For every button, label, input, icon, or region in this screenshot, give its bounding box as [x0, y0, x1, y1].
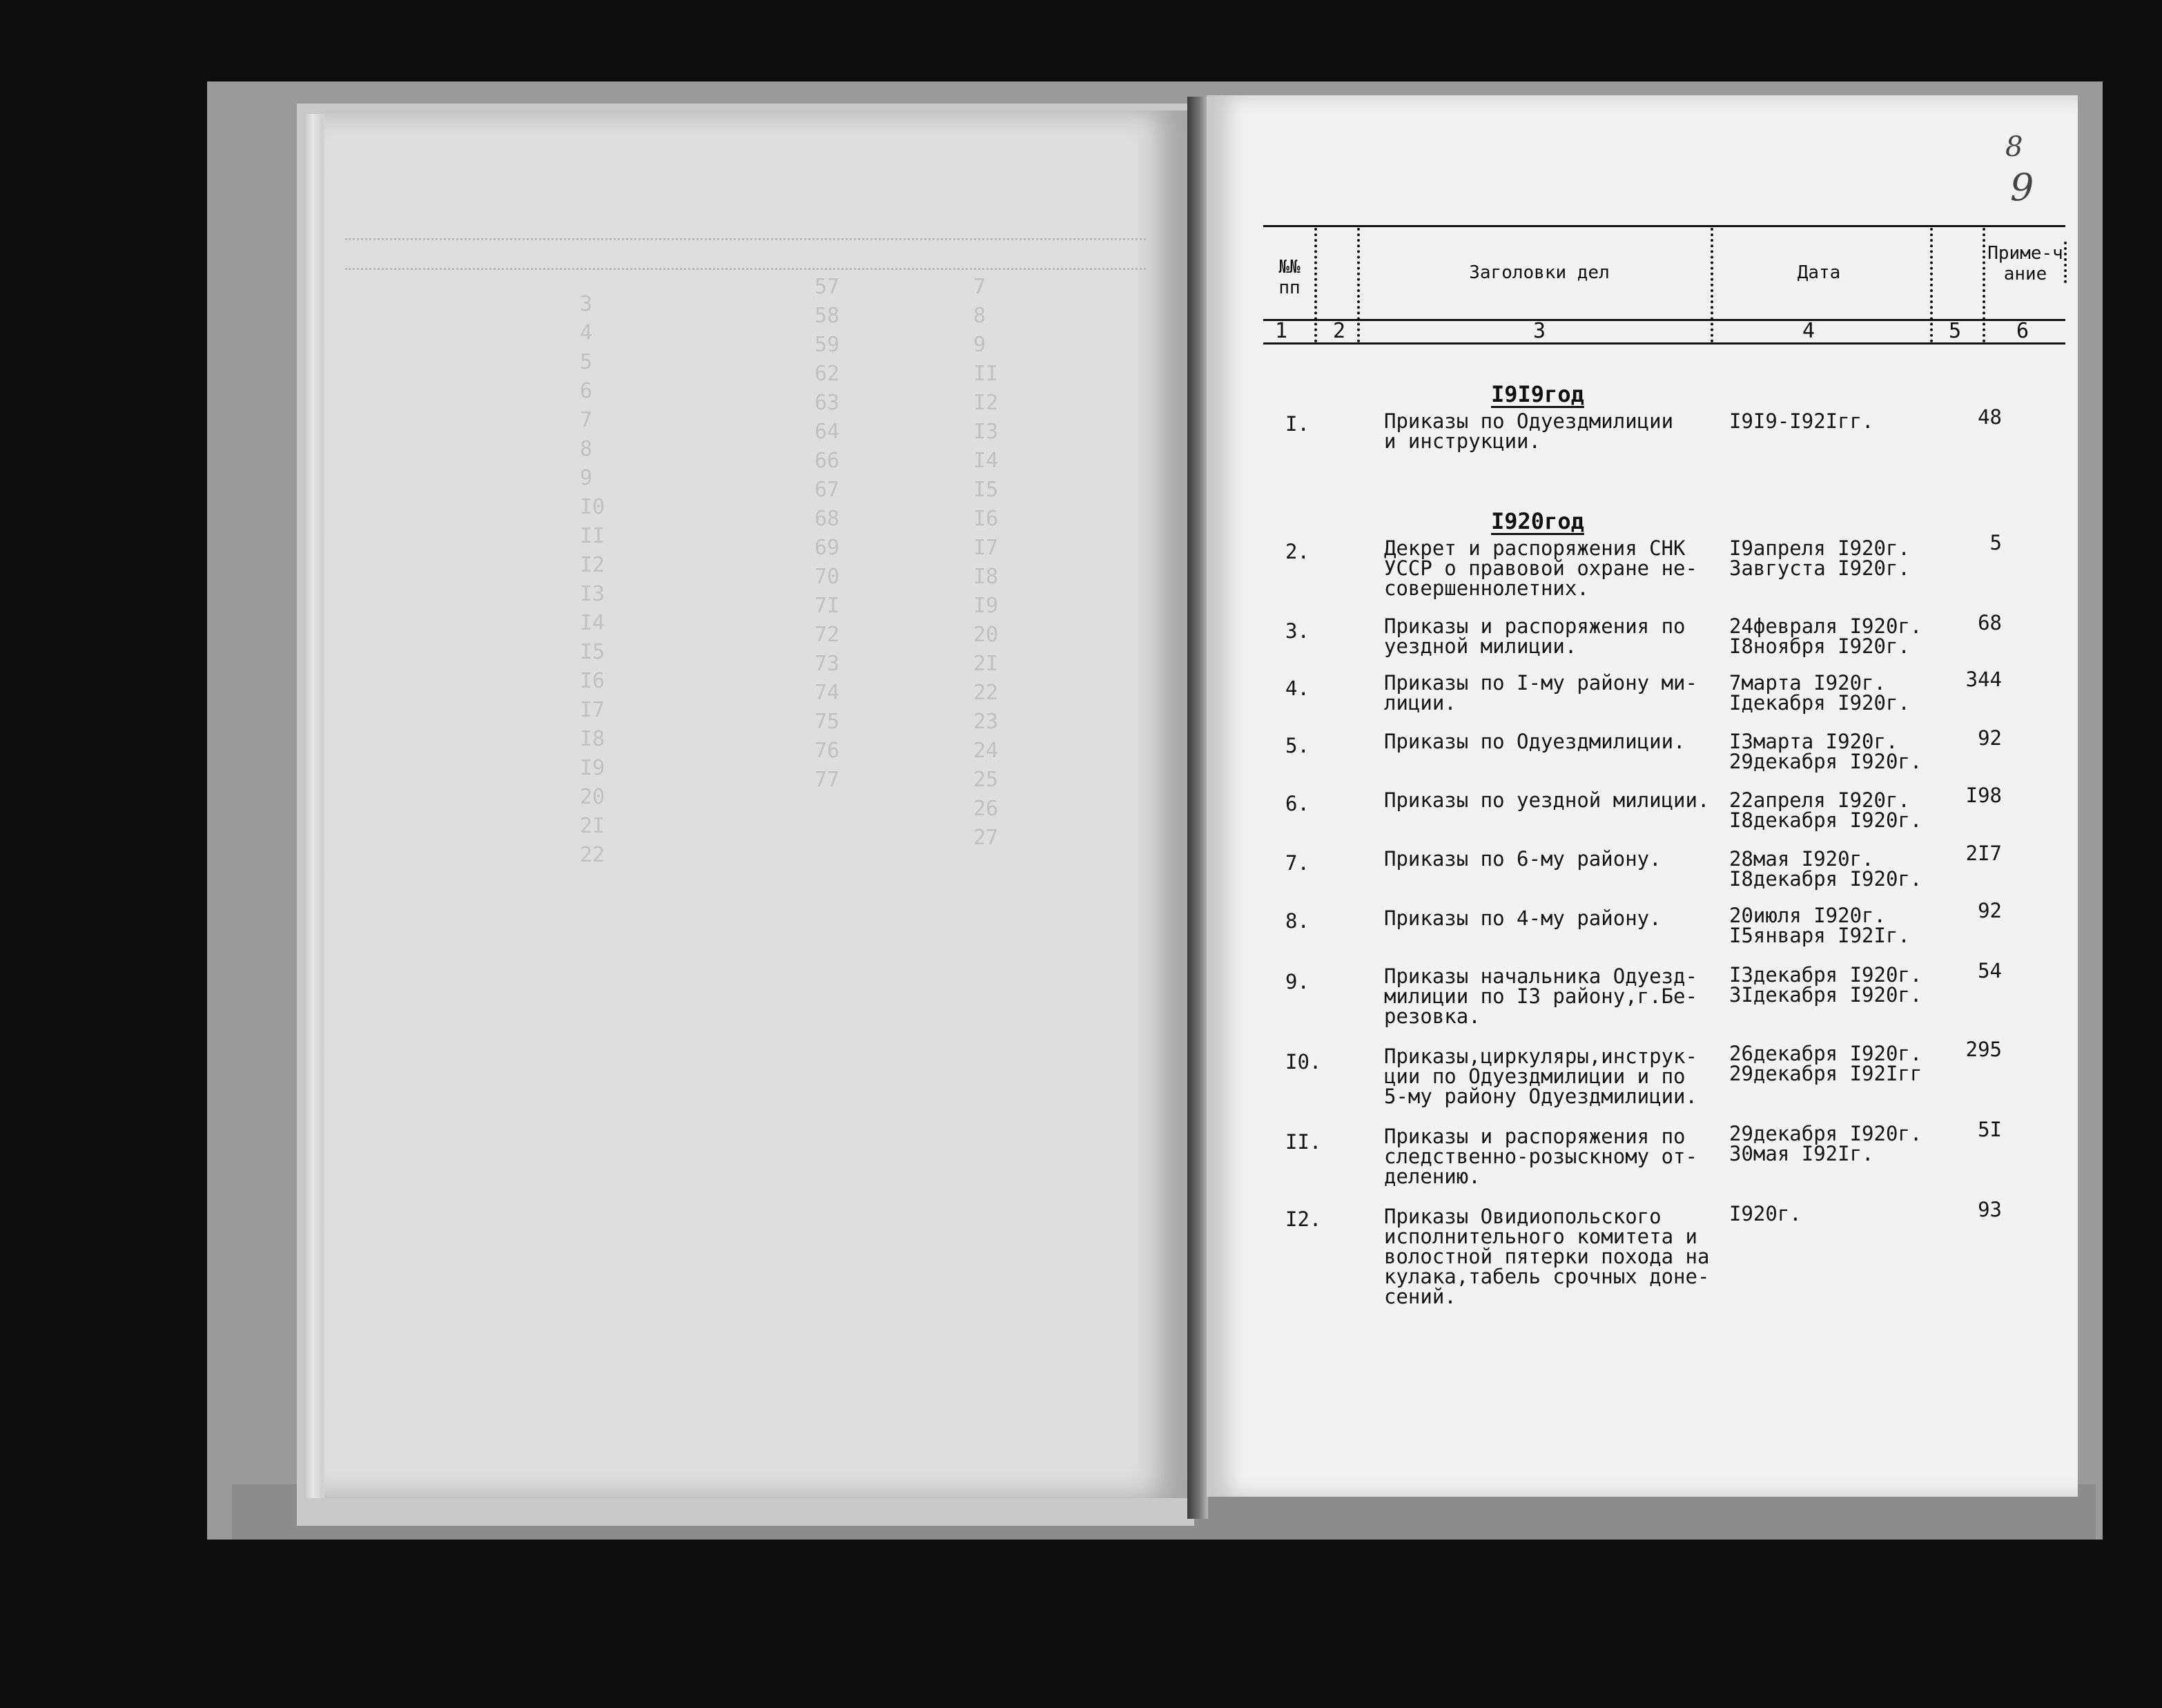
row-title: Приказы и распоряжения по уездной милиции.: [1384, 614, 1686, 658]
row-title: Приказы начальника Одуезд- милиции по I3 району,г.Бе- резовка.: [1384, 964, 1697, 1028]
folio-number-old: 8: [2005, 131, 2023, 163]
row-date: I3декабря I920г. 3Iдекабря I920г.: [1729, 963, 1922, 1007]
bleed-through-column-2: 57 58 59 62 63 64 66 67 68 69 70 7I 72 73 74 75 76 77: [815, 275, 840, 792]
row-title: Приказы по Одуездмилиции и инструкции.: [1384, 409, 1674, 453]
row-number: 7.: [1285, 851, 1309, 875]
column-number-6: 6: [2016, 319, 2029, 343]
row-number: I.: [1285, 412, 1309, 436]
row-title: Декрет и распоряжения СНК УССР о правовой охране не- совершеннолетних.: [1384, 536, 1697, 600]
row-date: I9I9-I92Iгг.: [1729, 409, 1874, 433]
year-heading-1920: I920год: [1491, 508, 1584, 534]
row-date: 24февраля I920г. I8ноября I920г.: [1729, 614, 1922, 658]
year-heading-1919: I9I9год: [1491, 381, 1584, 407]
folio-number: 9: [2010, 166, 2034, 209]
bleed-through-column-1: 7 8 9 II I2 I3 I4 I5 I6 I7 I8 I9 20 2I 22 23 24 25 26 27: [973, 275, 999, 850]
row-title: Приказы по 6-му району.: [1384, 847, 1662, 871]
row-sheet-count: 2I7: [1965, 842, 2002, 865]
row-sheet-count: 5: [1989, 531, 2002, 554]
header-number: №№ пп: [1278, 257, 1301, 298]
row-number: I2.: [1285, 1207, 1322, 1231]
header-note: Приме-чание: [1987, 243, 2063, 284]
row-sheet-count: 295: [1965, 1038, 2002, 1061]
row-date: 22апреля I920г. I8декабря I920г.: [1729, 788, 1922, 832]
row-sheet-count: 48: [1978, 405, 2002, 429]
row-number: II.: [1285, 1130, 1322, 1154]
row-number: I0.: [1285, 1050, 1322, 1074]
row-sheet-count: 92: [1978, 899, 2002, 922]
row-number: 8.: [1285, 909, 1309, 933]
column-divider-3: [1711, 228, 1713, 342]
row-title: Приказы и распоряжения по следственно-розыскному от- делению.: [1384, 1125, 1697, 1188]
row-sheet-count: 68: [1978, 611, 2002, 634]
row-date: 20июля I920г. I5января I92Iг.: [1729, 904, 1910, 947]
row-date: I9апреля I920г. 3августа I920г.: [1729, 536, 1910, 580]
row-title: Приказы,циркуляры,инструк- ции по Одуездмилиции и по 5-му району Одуездмилиции.: [1384, 1045, 1697, 1108]
row-date: 29декабря I920г. 30мая I92Iг.: [1729, 1122, 1922, 1165]
row-number: 6.: [1285, 792, 1309, 815]
row-title: Приказы Овидиопольского исполнительного комитета и волостной пятерки похода на кулака,табель срочных доне- сений.: [1384, 1205, 1710, 1308]
table-top-rule: [1263, 225, 2065, 227]
row-sheet-count: 92: [1978, 726, 2002, 750]
row-date: 26декабря I920г. 29декабря I92Iгг: [1729, 1042, 1922, 1085]
column-number-2: 2: [1332, 319, 1346, 343]
row-number: 5.: [1285, 734, 1309, 757]
row-sheet-count: 54: [1978, 959, 2002, 982]
row-title: Приказы по Одуездмилиции.: [1384, 730, 1686, 753]
book-gutter: [1187, 97, 1208, 1519]
column-divider-4: [1930, 228, 1933, 342]
row-number: 2.: [1285, 540, 1309, 563]
column-divider-1: [1314, 228, 1317, 342]
row-sheet-count: I98: [1965, 784, 2002, 807]
row-title: Приказы по I-му району ми- лиции.: [1384, 671, 1697, 715]
row-title: Приказы по уездной милиции.: [1384, 788, 1710, 812]
row-sheet-count: 5I: [1978, 1118, 2002, 1141]
row-number: 4.: [1285, 677, 1309, 700]
column-number-1: 1: [1274, 319, 1288, 343]
row-date: I920г.: [1729, 1202, 1802, 1225]
bleed-through-column-3: 3 4 5 6 7 8 9 I0 II I2 I3 I4 I5 I6 I7 I8 I9 20 2I 22: [580, 292, 605, 867]
row-number: 9.: [1285, 970, 1309, 993]
row-number: 3.: [1285, 619, 1309, 643]
header-titles: Заголовки дел: [1469, 262, 1610, 283]
column-number-3: 3: [1532, 319, 1546, 343]
column-number-5: 5: [1948, 319, 1962, 343]
column-number-4: 4: [1802, 319, 1815, 343]
header-date: Дата: [1797, 262, 1841, 283]
row-sheet-count: 93: [1978, 1198, 2002, 1221]
row-date: 28мая I920г. I8декабря I920г.: [1729, 847, 1922, 891]
row-date: I3марта I920г. 29декабря I920г.: [1729, 730, 1922, 773]
row-sheet-count: 344: [1965, 668, 2002, 691]
row-date: 7марта I920г. Iдекабря I920г.: [1729, 671, 1910, 715]
row-title: Приказы по 4-му району.: [1384, 906, 1662, 930]
bleed-through-ruler: [345, 238, 1146, 270]
left-page: [324, 110, 1187, 1498]
